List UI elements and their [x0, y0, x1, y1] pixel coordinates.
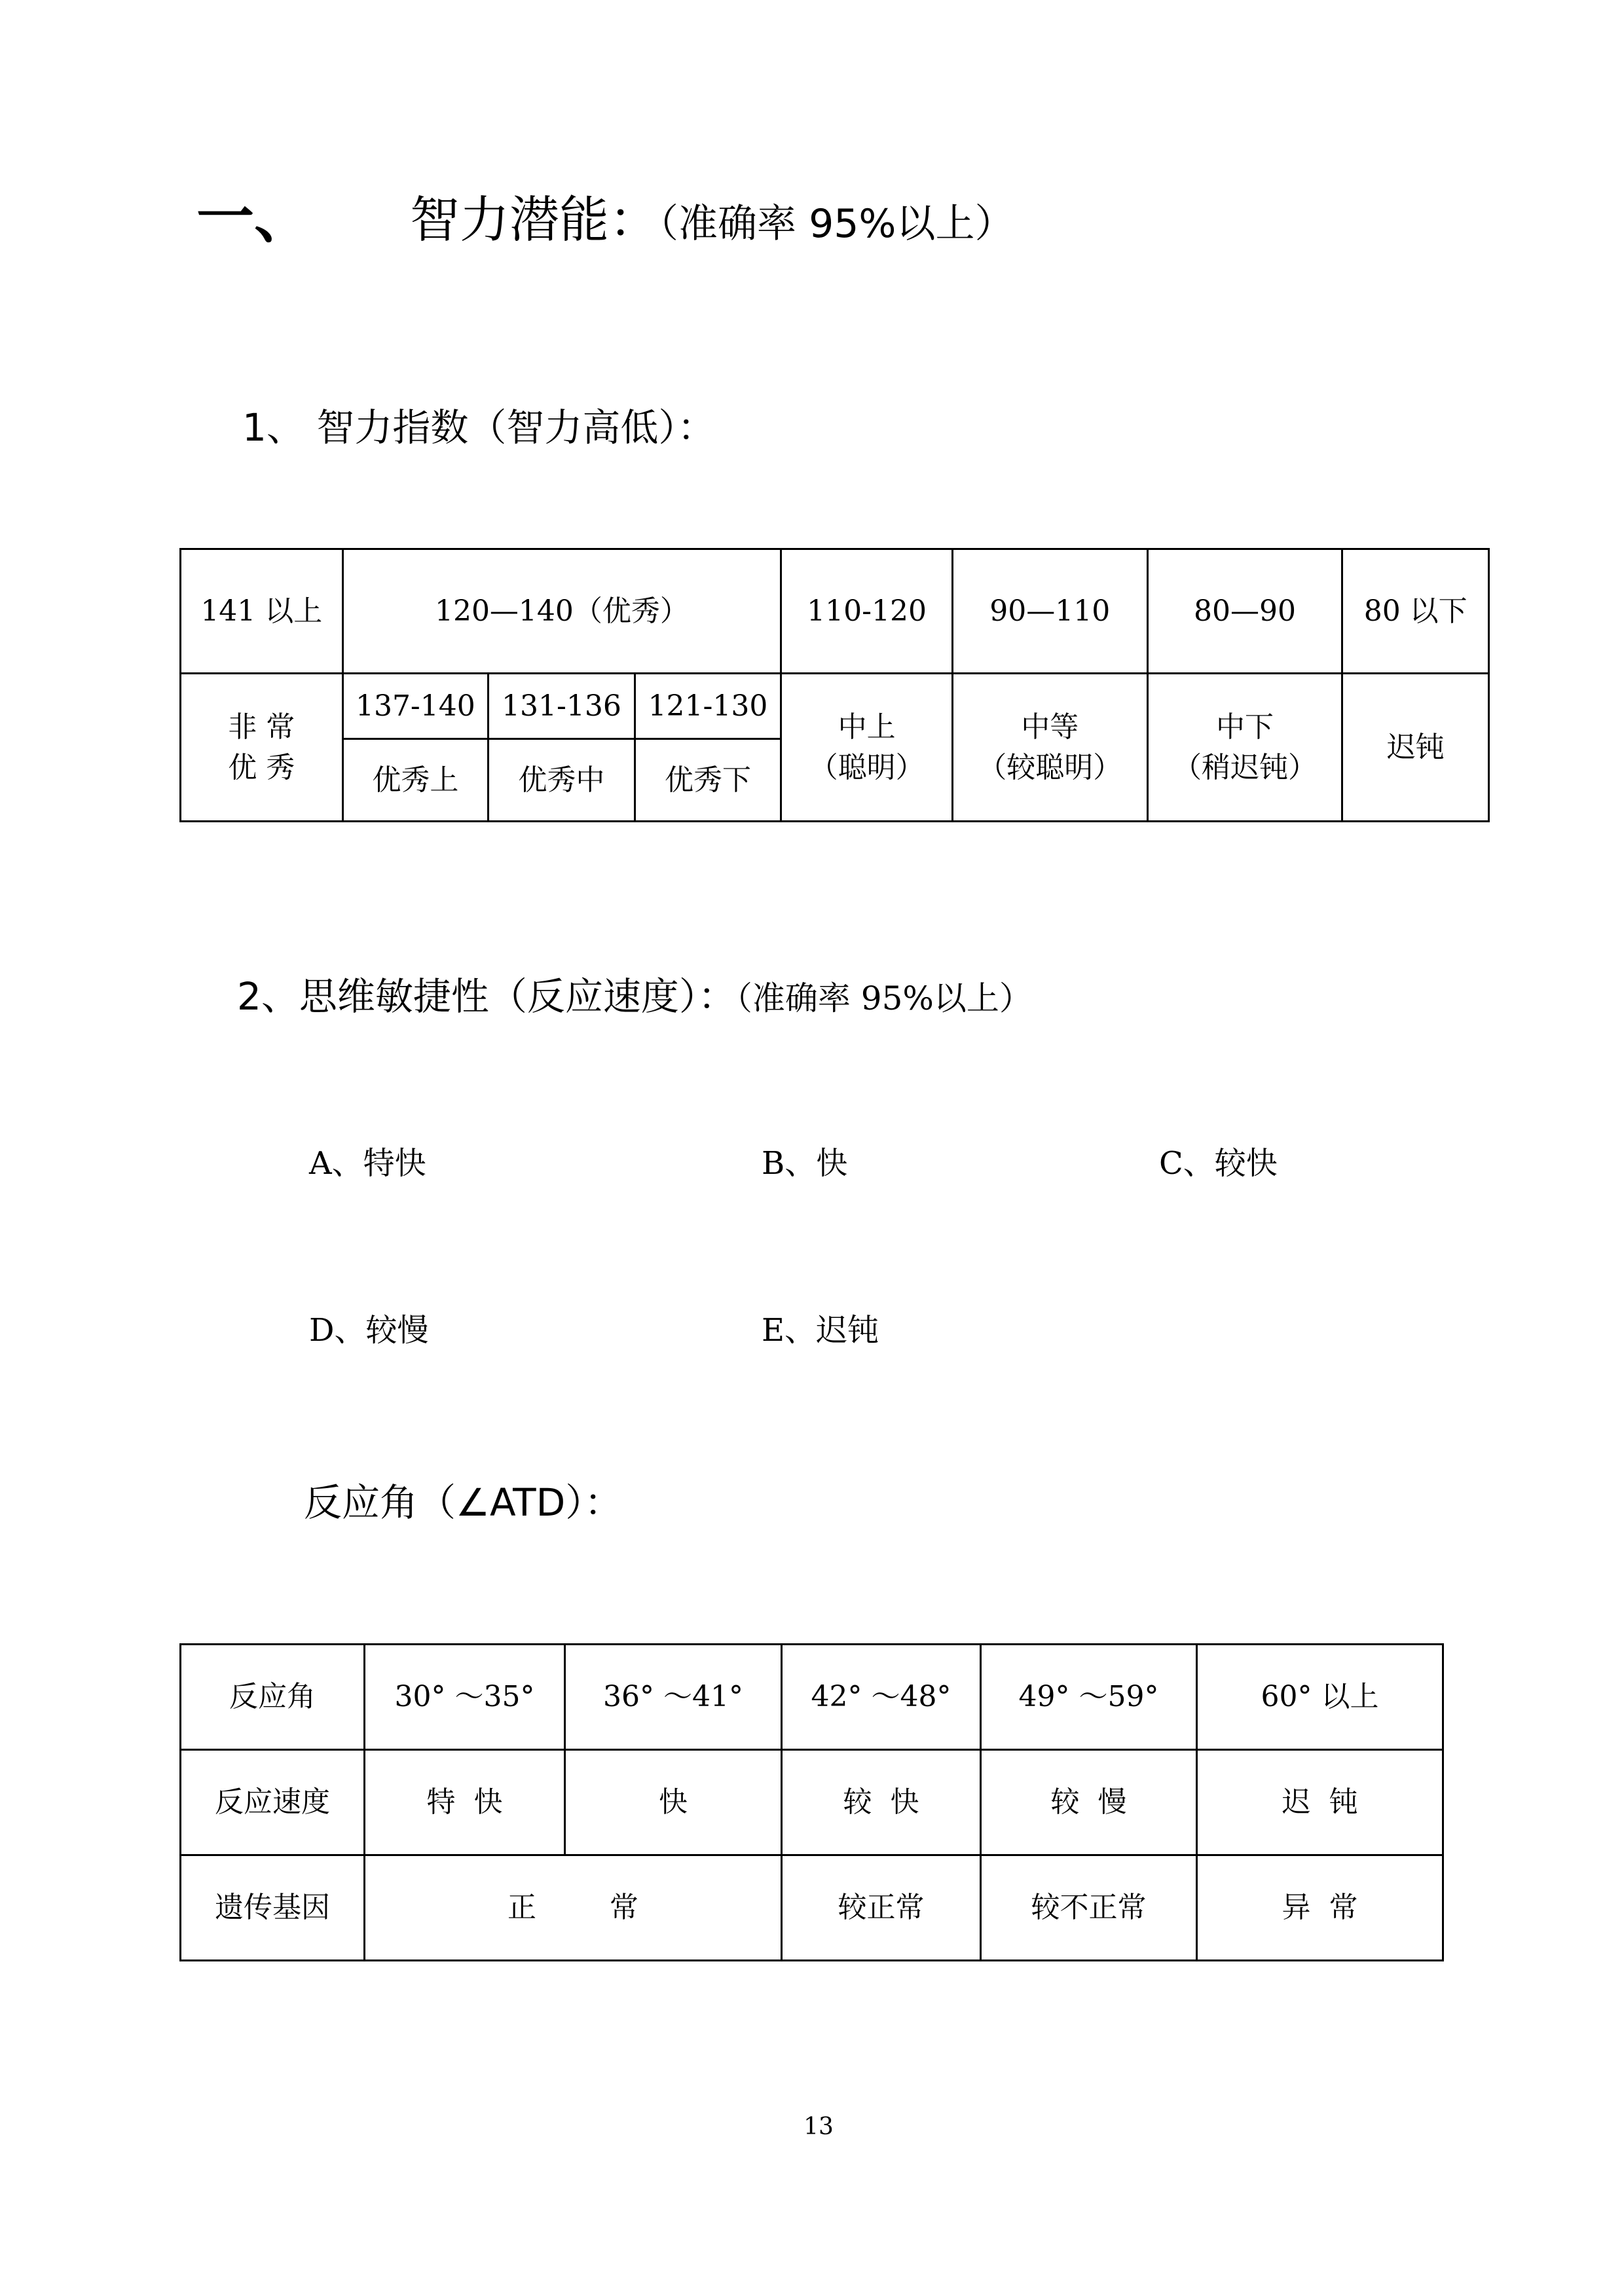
iq-sublabel-lower: 优秀下 — [635, 739, 781, 822]
gene-fairly-abnormal: 较不正常 — [981, 1855, 1197, 1961]
gene-fairly-normal: 较正常 — [782, 1855, 981, 1961]
section-number: 一、 — [196, 183, 312, 251]
speed-very-fast: 特 快 — [365, 1750, 565, 1855]
iq-subrange-131-136: 131-136 — [489, 674, 635, 739]
iq-subrange-137-140: 137-140 — [342, 674, 489, 739]
iq-heading: 1、 智力指数（智力高低）： — [242, 405, 716, 450]
angle-range-42-48: 42° ～48° — [782, 1645, 981, 1750]
iq-sublabel-upper: 优秀上 — [342, 739, 489, 822]
iq-level-upper-middle: 中上 （聪明） — [781, 674, 953, 822]
page-number: 13 — [803, 2113, 834, 2140]
iq-cell-120-140: 120—140（优秀） — [342, 549, 781, 674]
option-b: B、快 — [762, 1145, 848, 1182]
angle-row-label: 反应角 — [181, 1645, 365, 1750]
option-e: E、迟钝 — [762, 1312, 879, 1349]
speed-fairly-fast: 较 快 — [782, 1750, 981, 1855]
thinking-heading-text: 2、思维敏捷性（反应速度）： — [237, 974, 736, 1019]
iq-cell-very-excellent: 非 常 优 秀 — [181, 674, 343, 822]
iq-level-middle: 中等 （较聪明） — [952, 674, 1147, 822]
speed-fast: 快 — [565, 1750, 782, 1855]
iq-cell-80-below: 80 以下 — [1342, 549, 1489, 674]
speed-row-label: 反应速度 — [181, 1750, 365, 1855]
angle-range-30-35: 30° ～35° — [365, 1645, 565, 1750]
section-heading — [196, 172, 1014, 257]
iq-cell-90-110: 90—110 — [952, 549, 1147, 674]
thinking-heading — [237, 966, 1032, 1021]
iq-cell-110-120: 110-120 — [781, 549, 953, 674]
iq-level-lower-middle: 中下 （稍迟钝） — [1147, 674, 1342, 822]
option-d: D、较慢 — [309, 1312, 429, 1349]
angle-range-60-plus: 60° 以上 — [1197, 1645, 1443, 1750]
iq-cell-141-plus: 141 以上 — [181, 549, 343, 674]
gene-row-label: 遗传基因 — [181, 1855, 365, 1961]
iq-subrange-121-130: 121-130 — [635, 674, 781, 739]
iq-cell-80-90: 80—90 — [1147, 549, 1342, 674]
option-c: C、较快 — [1159, 1145, 1278, 1182]
option-a: A、特快 — [309, 1145, 426, 1182]
iq-sublabel-middle: 优秀中 — [489, 739, 635, 822]
speed-fairly-slow: 较 慢 — [981, 1750, 1197, 1855]
section-accuracy-note: （准确率 95%以上） — [659, 201, 1014, 247]
thinking-accuracy-note: （准确率 95%以上） — [735, 979, 1032, 1017]
speed-slow: 迟 钝 — [1197, 1750, 1443, 1855]
angle-heading: 反应角（∠ATD）： — [304, 1480, 623, 1525]
gene-abnormal: 异 常 — [1197, 1855, 1443, 1961]
iq-level-slow: 迟钝 — [1342, 674, 1489, 822]
angle-table — [179, 1643, 1444, 1961]
iq-table — [179, 548, 1490, 822]
angle-range-49-59: 49° ～59° — [981, 1645, 1197, 1750]
angle-range-36-41: 36° ～41° — [565, 1645, 782, 1750]
section-title: 智力潜能： — [410, 191, 659, 249]
gene-normal: 正 常 — [365, 1855, 782, 1961]
